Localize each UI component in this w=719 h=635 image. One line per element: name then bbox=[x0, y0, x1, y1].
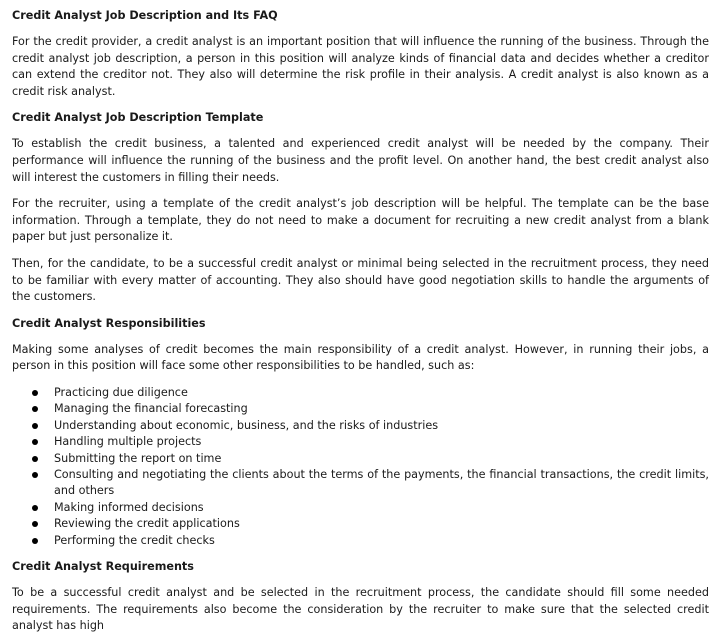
list-item-text: Handling multiple projects bbox=[54, 435, 202, 449]
list-item bbox=[32, 418, 709, 434]
responsibilities-paragraph: Making some analyses of credit becomes the main responsibility of a credit analyst. However, in running their jobs, a person in this position will face some other responsibilities to be handled, such as: bbox=[12, 342, 709, 373]
bullet-icon bbox=[32, 390, 38, 396]
list-item-text: Understanding about economic, business, and the risks of industries bbox=[54, 418, 439, 432]
template-paragraph-2: For the recruiter, using a template of the credit analyst’s job description will be helpful. The template can be the base information. Through a template, they do not need to make a document for recruiting a new credit analyst from a blank paper but just personalize it. bbox=[12, 197, 709, 244]
requirements-heading: Credit Analyst Requirements bbox=[12, 559, 194, 573]
list-item-text: Reviewing the credit applications bbox=[54, 517, 240, 531]
list-item-text: Performing the credit checks bbox=[54, 533, 215, 547]
bullet-icon bbox=[32, 439, 38, 445]
bullet-icon bbox=[32, 505, 38, 511]
bullet-icon bbox=[32, 472, 38, 478]
list-item bbox=[32, 516, 709, 532]
bullet-icon bbox=[32, 538, 38, 544]
list-item bbox=[32, 533, 709, 549]
list-item bbox=[32, 451, 709, 467]
bullet-icon bbox=[32, 456, 38, 462]
list-item-text: Submitting the report on time bbox=[54, 451, 222, 465]
responsibilities-list bbox=[12, 385, 709, 549]
bullet-icon bbox=[32, 521, 38, 527]
bullet-icon bbox=[32, 423, 38, 429]
list-item-text: Making informed decisions bbox=[54, 500, 204, 514]
list-item-text: Managing the financial forecasting bbox=[54, 402, 248, 416]
list-item bbox=[32, 401, 709, 417]
responsibilities-heading: Credit Analyst Responsibilities bbox=[12, 316, 206, 330]
document-title: Credit Analyst Job Description and Its FAQ bbox=[12, 9, 278, 22]
list-item bbox=[32, 385, 709, 401]
list-item bbox=[32, 467, 709, 500]
intro-paragraph: For the credit provider, a credit analyst is an important position that will influence the running of the business. Through the credit analyst job description, a person in this position will analyze kinds of financial data and decides whether a creditor can extend the creditor not. They also will determine the risk profile in their analysis. A credit analyst is also known as a credit risk analyst. bbox=[12, 35, 709, 98]
template-paragraph-1: To establish the credit business, a talented and experienced credit analyst will be needed by the company. Their performance will influence the running of the business and the profit level. On another hand, the best credit analyst also will interest the customers in filling their needs. bbox=[12, 137, 709, 184]
list-item bbox=[32, 500, 709, 516]
template-heading: Credit Analyst Job Description Template bbox=[12, 111, 264, 125]
template-paragraph-3: Then, for the candidate, to be a successful credit analyst or minimal being selected in the recruitment process, they need to be familiar with every matter of accounting. They also should have good negotiation skills to handle the arguments of the customers. bbox=[12, 256, 709, 304]
bullet-icon bbox=[32, 406, 38, 412]
list-item-text: Practicing due diligence bbox=[54, 385, 188, 399]
list-item bbox=[32, 434, 709, 450]
list-item-text: Consulting and negotiating the clients about the terms of the payments, the financial transactions, the credit limits, and others bbox=[54, 467, 709, 498]
requirements-paragraph: To be a successful credit analyst and be selected in the recruitment process, the candidate should fill some needed requirements. The requirements also become the consideration by the recruiter to make sure that the selected credit analyst has high bbox=[12, 585, 709, 633]
